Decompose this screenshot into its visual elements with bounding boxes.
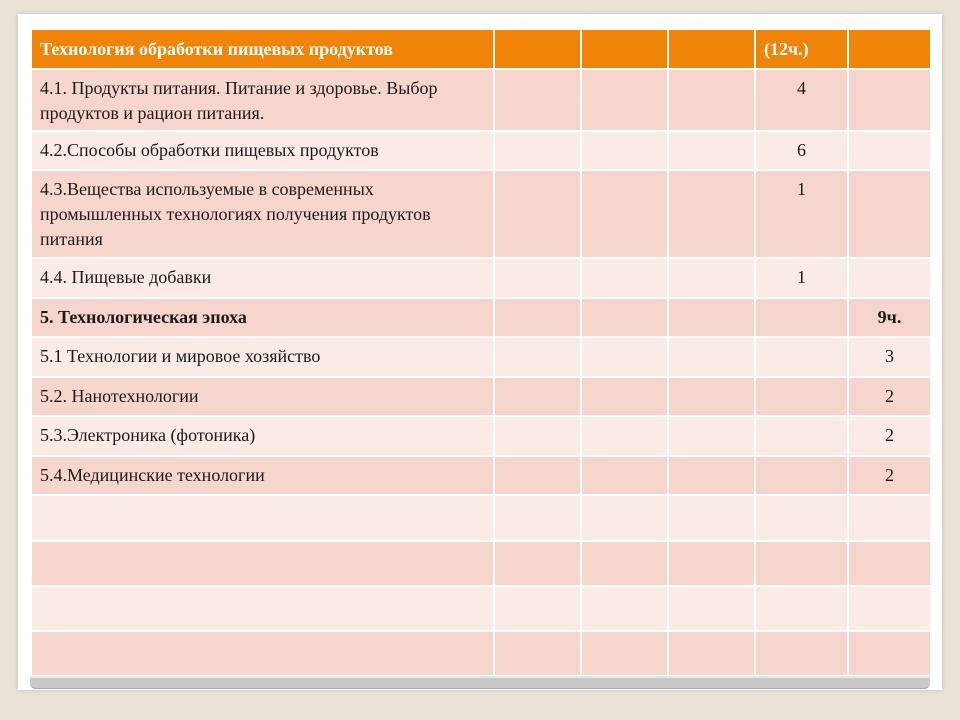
hours-b-text: 2 <box>885 425 894 445</box>
table-row <box>31 456 931 495</box>
hours-b-text: 3 <box>885 346 894 366</box>
hours-a-text <box>764 457 839 463</box>
empty-cell <box>581 541 668 586</box>
hours-cell <box>848 456 931 495</box>
header-hours-cell: (12ч.) <box>755 29 848 69</box>
hours-cell <box>755 298 848 337</box>
empty-cell <box>668 131 755 170</box>
header-empty-cell <box>581 29 668 69</box>
empty-cell <box>31 541 494 586</box>
hours-a-text <box>764 299 839 305</box>
empty-cell <box>494 131 581 170</box>
empty-cell <box>755 631 848 676</box>
row-topic-cell <box>31 298 494 337</box>
topic-text: 4.4. Пищевые добавки <box>40 267 212 287</box>
empty-cell <box>668 495 755 541</box>
hours-b-text <box>857 259 922 265</box>
hours-cell <box>848 170 931 258</box>
table-section-row <box>31 298 931 337</box>
table-row <box>31 69 931 131</box>
header-title-cell: Технология обработки пищевых продуктов <box>31 29 494 69</box>
empty-cell <box>668 377 755 416</box>
empty-cell <box>581 377 668 416</box>
empty-cell <box>755 495 848 541</box>
table-row <box>31 131 931 170</box>
empty-cell <box>581 69 668 131</box>
topic-text: 5.2. Нанотехнологии <box>40 386 199 406</box>
hours-cell <box>755 170 848 258</box>
hours-cell <box>848 69 931 131</box>
hours-a-text: 1 <box>797 267 806 287</box>
empty-cell <box>668 586 755 631</box>
empty-cell <box>848 495 931 541</box>
slide-bottom-bar <box>30 676 930 689</box>
empty-cell <box>668 170 755 258</box>
empty-cell <box>494 586 581 631</box>
hours-cell <box>755 337 848 377</box>
hours-b-text <box>857 132 922 138</box>
table-row <box>31 337 931 377</box>
empty-cell <box>31 631 494 676</box>
empty-cell <box>581 131 668 170</box>
hours-a-text: 4 <box>797 78 806 98</box>
table-header-row <box>31 29 931 69</box>
empty-cell <box>494 377 581 416</box>
row-topic-cell <box>31 456 494 495</box>
empty-cell <box>581 586 668 631</box>
hours-cell <box>848 337 931 377</box>
section-title: 5. Технологическая эпоха <box>40 307 247 327</box>
empty-cell <box>668 456 755 495</box>
header-empty-cell <box>668 29 755 69</box>
empty-cell <box>494 337 581 377</box>
empty-cell <box>581 495 668 541</box>
hours-cell <box>755 131 848 170</box>
empty-cell <box>494 416 581 456</box>
empty-cell <box>668 541 755 586</box>
topic-text: 5.3.Электроника (фотоника) <box>40 425 256 445</box>
hours-a-text <box>764 338 839 344</box>
empty-cell <box>581 170 668 258</box>
empty-cell <box>494 298 581 337</box>
empty-cell <box>848 631 931 676</box>
empty-cell <box>494 456 581 495</box>
hours-cell <box>755 258 848 298</box>
empty-cell <box>755 586 848 631</box>
empty-table-row <box>31 541 931 586</box>
topic-text: 5.4.Медицинские технологии <box>40 465 265 485</box>
hours-a-text: 6 <box>797 140 806 160</box>
empty-cell <box>581 416 668 456</box>
table-row <box>31 416 931 456</box>
empty-cell <box>848 586 931 631</box>
topic-text: 5.1 Технологии и мировое хозяйство <box>40 346 321 366</box>
hours-cell <box>848 131 931 170</box>
empty-cell <box>494 69 581 131</box>
hours-cell <box>755 416 848 456</box>
empty-cell <box>581 258 668 298</box>
row-topic-cell <box>31 416 494 456</box>
empty-cell <box>668 337 755 377</box>
hours-b-text: 2 <box>885 386 894 406</box>
empty-cell <box>494 170 581 258</box>
empty-table-row <box>31 495 931 541</box>
hours-cell <box>755 456 848 495</box>
empty-table-row <box>31 631 931 676</box>
hours-cell <box>848 416 931 456</box>
topic-text: 4.3.Вещества используемые в современных промышленных технологиях получения продуктов питания <box>40 179 431 249</box>
row-topic-cell <box>31 337 494 377</box>
empty-cell <box>581 631 668 676</box>
empty-cell <box>494 631 581 676</box>
row-topic-cell <box>31 377 494 416</box>
topic-text: 4.2.Способы обработки пищевых продуктов <box>40 140 379 160</box>
empty-cell <box>755 541 848 586</box>
table-row <box>31 377 931 416</box>
empty-cell <box>31 586 494 631</box>
hours-b-text <box>857 171 922 177</box>
header-empty-cell <box>494 29 581 69</box>
empty-cell <box>668 631 755 676</box>
row-topic-cell <box>31 69 494 131</box>
empty-cell <box>668 416 755 456</box>
empty-cell <box>494 258 581 298</box>
hours-cell <box>848 298 931 337</box>
hours-a-text <box>764 417 839 423</box>
empty-table-row <box>31 586 931 631</box>
hours-b-text <box>857 70 922 76</box>
row-topic-cell <box>31 170 494 258</box>
hours-b-text: 9ч. <box>877 307 902 327</box>
empty-cell <box>848 541 931 586</box>
empty-cell <box>494 541 581 586</box>
hours-cell <box>848 377 931 416</box>
table-row <box>31 258 931 298</box>
header-empty-cell <box>848 29 931 69</box>
empty-cell <box>668 69 755 131</box>
hours-cell <box>848 258 931 298</box>
hours-cell <box>755 69 848 131</box>
curriculum-table <box>30 28 932 677</box>
hours-cell <box>755 377 848 416</box>
empty-cell <box>581 298 668 337</box>
empty-cell <box>494 495 581 541</box>
empty-cell <box>581 456 668 495</box>
empty-cell <box>668 298 755 337</box>
table-row <box>31 170 931 258</box>
topic-text: 4.1. Продукты питания. Питание и здоровье. Выбор продуктов и рацион питания. <box>40 78 438 123</box>
row-topic-cell <box>31 131 494 170</box>
empty-cell <box>581 337 668 377</box>
empty-cell <box>31 495 494 541</box>
hours-b-text: 2 <box>885 465 894 485</box>
hours-a-text: 1 <box>797 179 806 199</box>
row-topic-cell <box>31 258 494 298</box>
empty-cell <box>668 258 755 298</box>
hours-a-text <box>764 378 839 384</box>
